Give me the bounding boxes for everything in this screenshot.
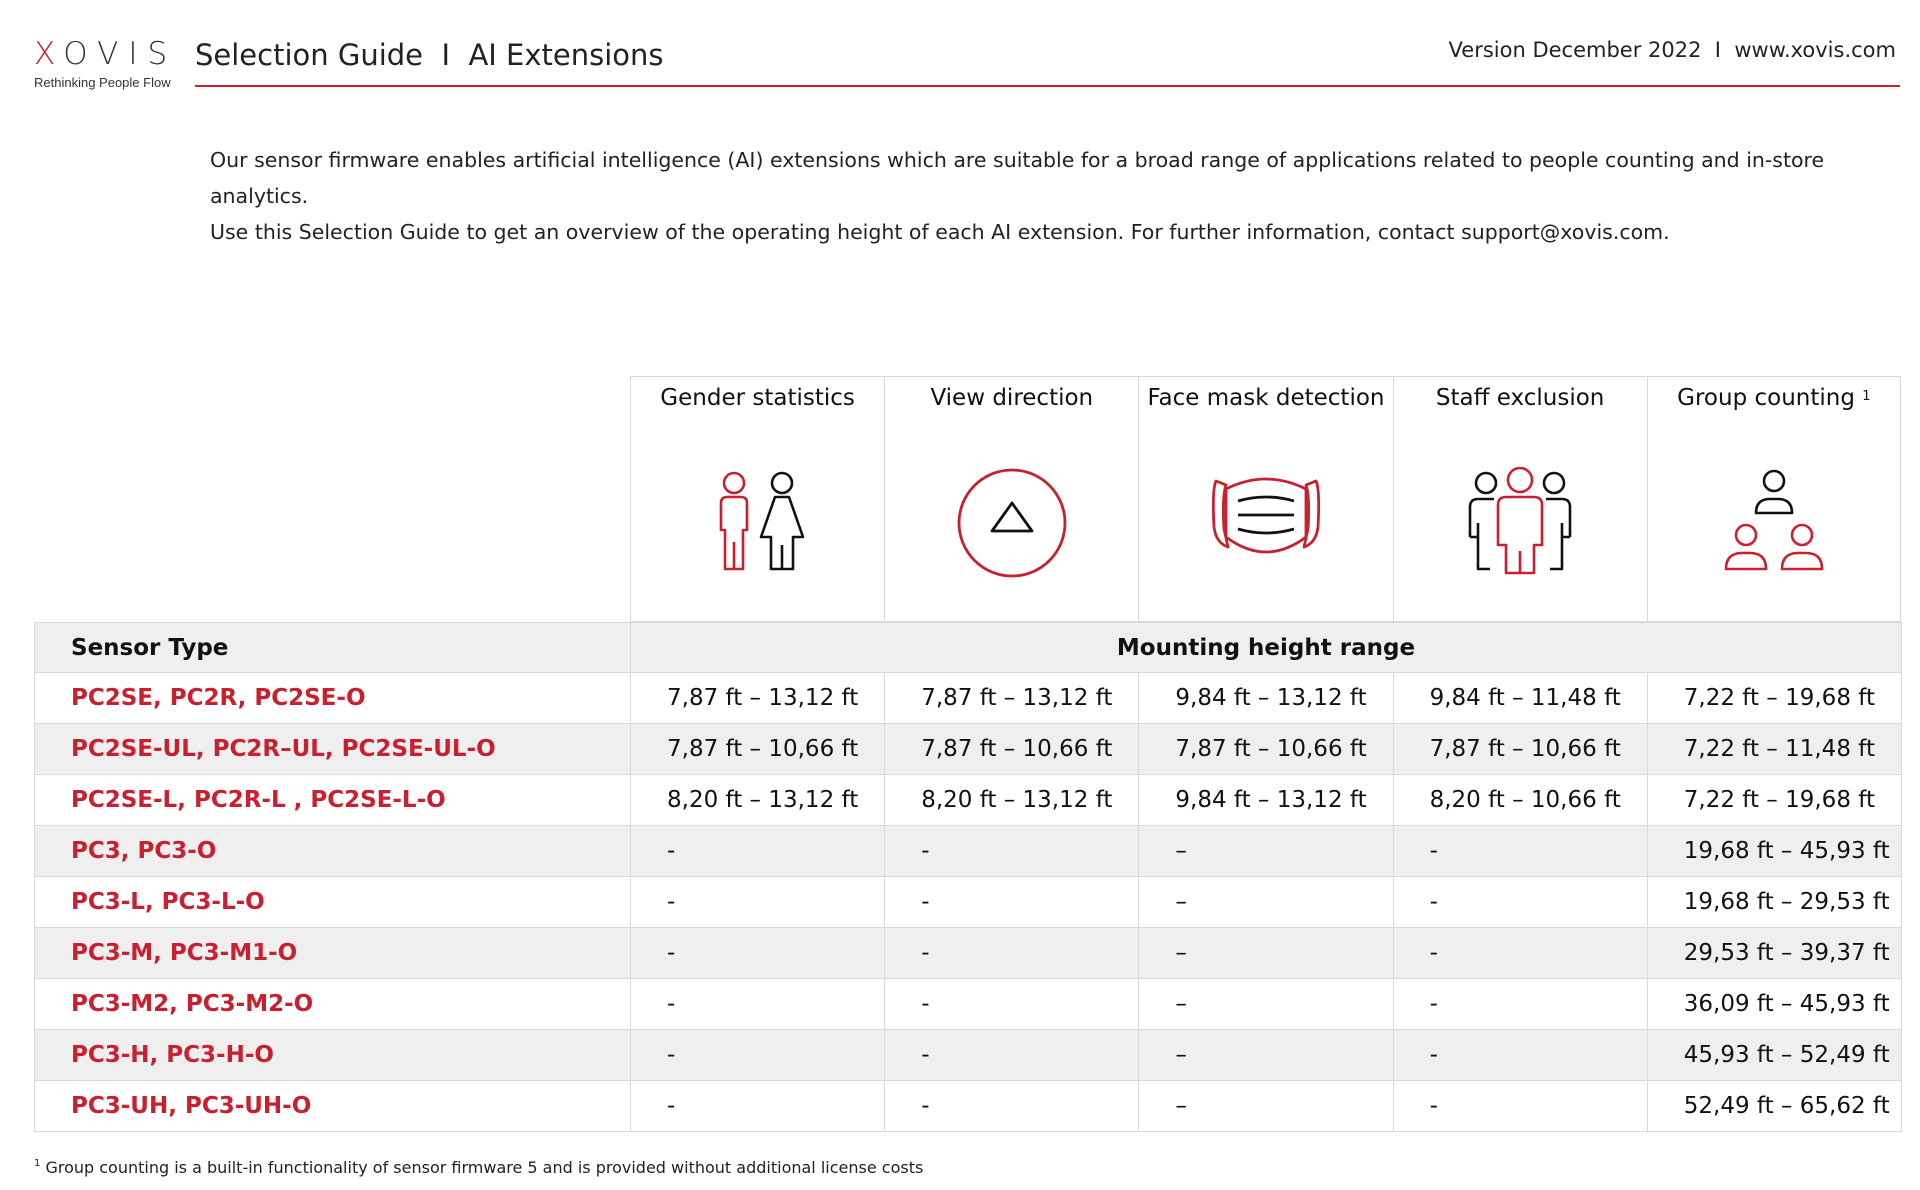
height-range-cell: 7,87 ft – 10,66 ft [1139,724,1393,775]
footnote-marker: 1 [1862,389,1871,404]
height-range-cell: 7,87 ft – 13,12 ft [631,673,885,724]
height-range-cell: 19,68 ft – 45,93 ft [1647,826,1901,877]
height-range-cell: 7,22 ft – 11,48 ft [1647,724,1901,775]
height-range-cell: - [631,877,885,928]
sensor-type-cell: PC3-M2, PC3-M2-O [35,979,631,1030]
mounting-height-table [34,622,1902,1132]
table-row [35,724,1902,775]
extension-face-mask [1138,376,1392,622]
table-row [35,877,1902,928]
brand-logo [34,36,178,90]
height-range-cell: – [1139,1030,1393,1081]
height-range-cell: - [631,1081,885,1132]
table-row [35,1081,1902,1132]
height-range-cell: 7,87 ft – 10,66 ft [631,724,885,775]
table-row [35,673,1902,724]
intro-line-1: Our sensor firmware enables artificial intelligence (AI) extensions which are suitable for a broad range of applications related to people counting and in-store analytics. [210,148,1825,208]
height-range-cell: 52,49 ft – 65,62 ft [1647,1081,1901,1132]
height-range-cell: - [885,1030,1139,1081]
height-range-cell: - [1393,928,1647,979]
extension-label: Gender statistics [660,385,855,411]
height-range-cell: - [1393,877,1647,928]
height-range-cell: 36,09 ft – 45,93 ft [1647,979,1901,1030]
height-range-cell: 9,84 ft – 13,12 ft [1139,673,1393,724]
version-info: Version December 2022 I www.xovis.com [1448,38,1896,62]
height-range-cell: - [885,928,1139,979]
height-range-cell: - [631,826,885,877]
intro-text [210,142,1910,250]
height-range-cell: 29,53 ft – 39,37 ft [1647,928,1901,979]
extension-staff-exclusion [1393,376,1647,622]
sensor-type-cell: PC2SE, PC2R, PC2SE-O [35,673,631,724]
height-range-cell: - [631,1030,885,1081]
height-range-cell: – [1139,826,1393,877]
height-range-cell: – [1139,979,1393,1030]
extension-label-text: Group counting [1677,385,1855,411]
height-range-cell: - [631,979,885,1030]
height-range-cell: 9,84 ft – 13,12 ft [1139,775,1393,826]
brand-x: X [34,36,64,72]
height-range-cell: 7,22 ft – 19,68 ft [1647,673,1901,724]
intro-line-2: Use this Selection Guide to get an overview of the operating height of each AI extension. For further information, contact support@xovis.com. [210,220,1670,244]
staff-exclusion-icon [1394,467,1647,577]
extension-label: Face mask detection [1147,385,1385,411]
height-range-cell: - [1393,1081,1647,1132]
sensor-type-cell: PC2SE-L, PC2R-L , PC2SE-L-O [35,775,631,826]
extension-view-direction [884,376,1138,622]
header-divider [195,85,1900,87]
height-range-cell: - [885,877,1139,928]
extension-label: Staff exclusion [1435,385,1605,411]
table-row [35,928,1902,979]
sensor-type-cell: PC3-L, PC3-L-O [35,877,631,928]
table-header-row [35,623,1902,673]
face-mask-icon [1139,467,1392,567]
brand-letters: OVIS [63,36,178,72]
document-title: Selection Guide I AI Extensions [195,38,664,72]
height-range-cell: - [885,1081,1139,1132]
height-range-cell: 45,93 ft – 52,49 ft [1647,1030,1901,1081]
table-row [35,775,1902,826]
brand-wordmark [34,36,178,72]
extension-label: View direction [930,385,1094,411]
height-range-cell: 7,22 ft – 19,68 ft [1647,775,1901,826]
footnote-text: Group counting is a built-in functionality of sensor firmware 5 and is provided without additional license costs [40,1158,924,1177]
footnote [34,1158,923,1177]
sensor-type-header: Sensor Type [35,623,631,673]
extension-group-counting [1647,376,1901,622]
brand-tagline: Rethinking People Flow [34,75,171,90]
sensor-type-cell: PC3-UH, PC3-UH-O [35,1081,631,1132]
mounting-height-header: Mounting height range [631,623,1902,673]
height-range-cell: 19,68 ft – 29,53 ft [1647,877,1901,928]
table-row [35,979,1902,1030]
height-range-cell: 8,20 ft – 13,12 ft [885,775,1139,826]
sensor-type-cell: PC3, PC3-O [35,826,631,877]
extension-gender-statistics [630,376,884,622]
header-spacer [34,376,630,622]
height-range-cell: 8,20 ft – 10,66 ft [1393,775,1647,826]
height-range-cell: – [1139,1081,1393,1132]
height-range-cell: 7,87 ft – 10,66 ft [1393,724,1647,775]
height-range-cell: - [1393,826,1647,877]
height-range-cell: 7,87 ft – 13,12 ft [885,673,1139,724]
selection-table [34,376,1901,1132]
group-counting-icon [1648,467,1900,577]
view-direction-icon [885,467,1138,579]
extension-label [1648,377,1900,414]
height-range-cell: - [1393,1030,1647,1081]
sensor-type-cell: PC2SE-UL, PC2R–UL, PC2SE-UL-O [35,724,631,775]
table-row [35,1030,1902,1081]
table-row [35,826,1902,877]
height-range-cell: - [631,928,885,979]
height-range-cell: - [885,979,1139,1030]
height-range-cell: – [1139,877,1393,928]
height-range-cell: 9,84 ft – 11,48 ft [1393,673,1647,724]
height-range-cell: - [885,826,1139,877]
height-range-cell: - [1393,979,1647,1030]
height-range-cell: – [1139,928,1393,979]
footnote-mark: 1 [34,1158,41,1169]
gender-icon [631,467,884,577]
height-range-cell: 7,87 ft – 10,66 ft [885,724,1139,775]
sensor-type-cell: PC3-M, PC3-M1-O [35,928,631,979]
extension-header-row [34,376,1901,622]
height-range-cell: 8,20 ft – 13,12 ft [631,775,885,826]
sensor-type-cell: PC3-H, PC3-H-O [35,1030,631,1081]
